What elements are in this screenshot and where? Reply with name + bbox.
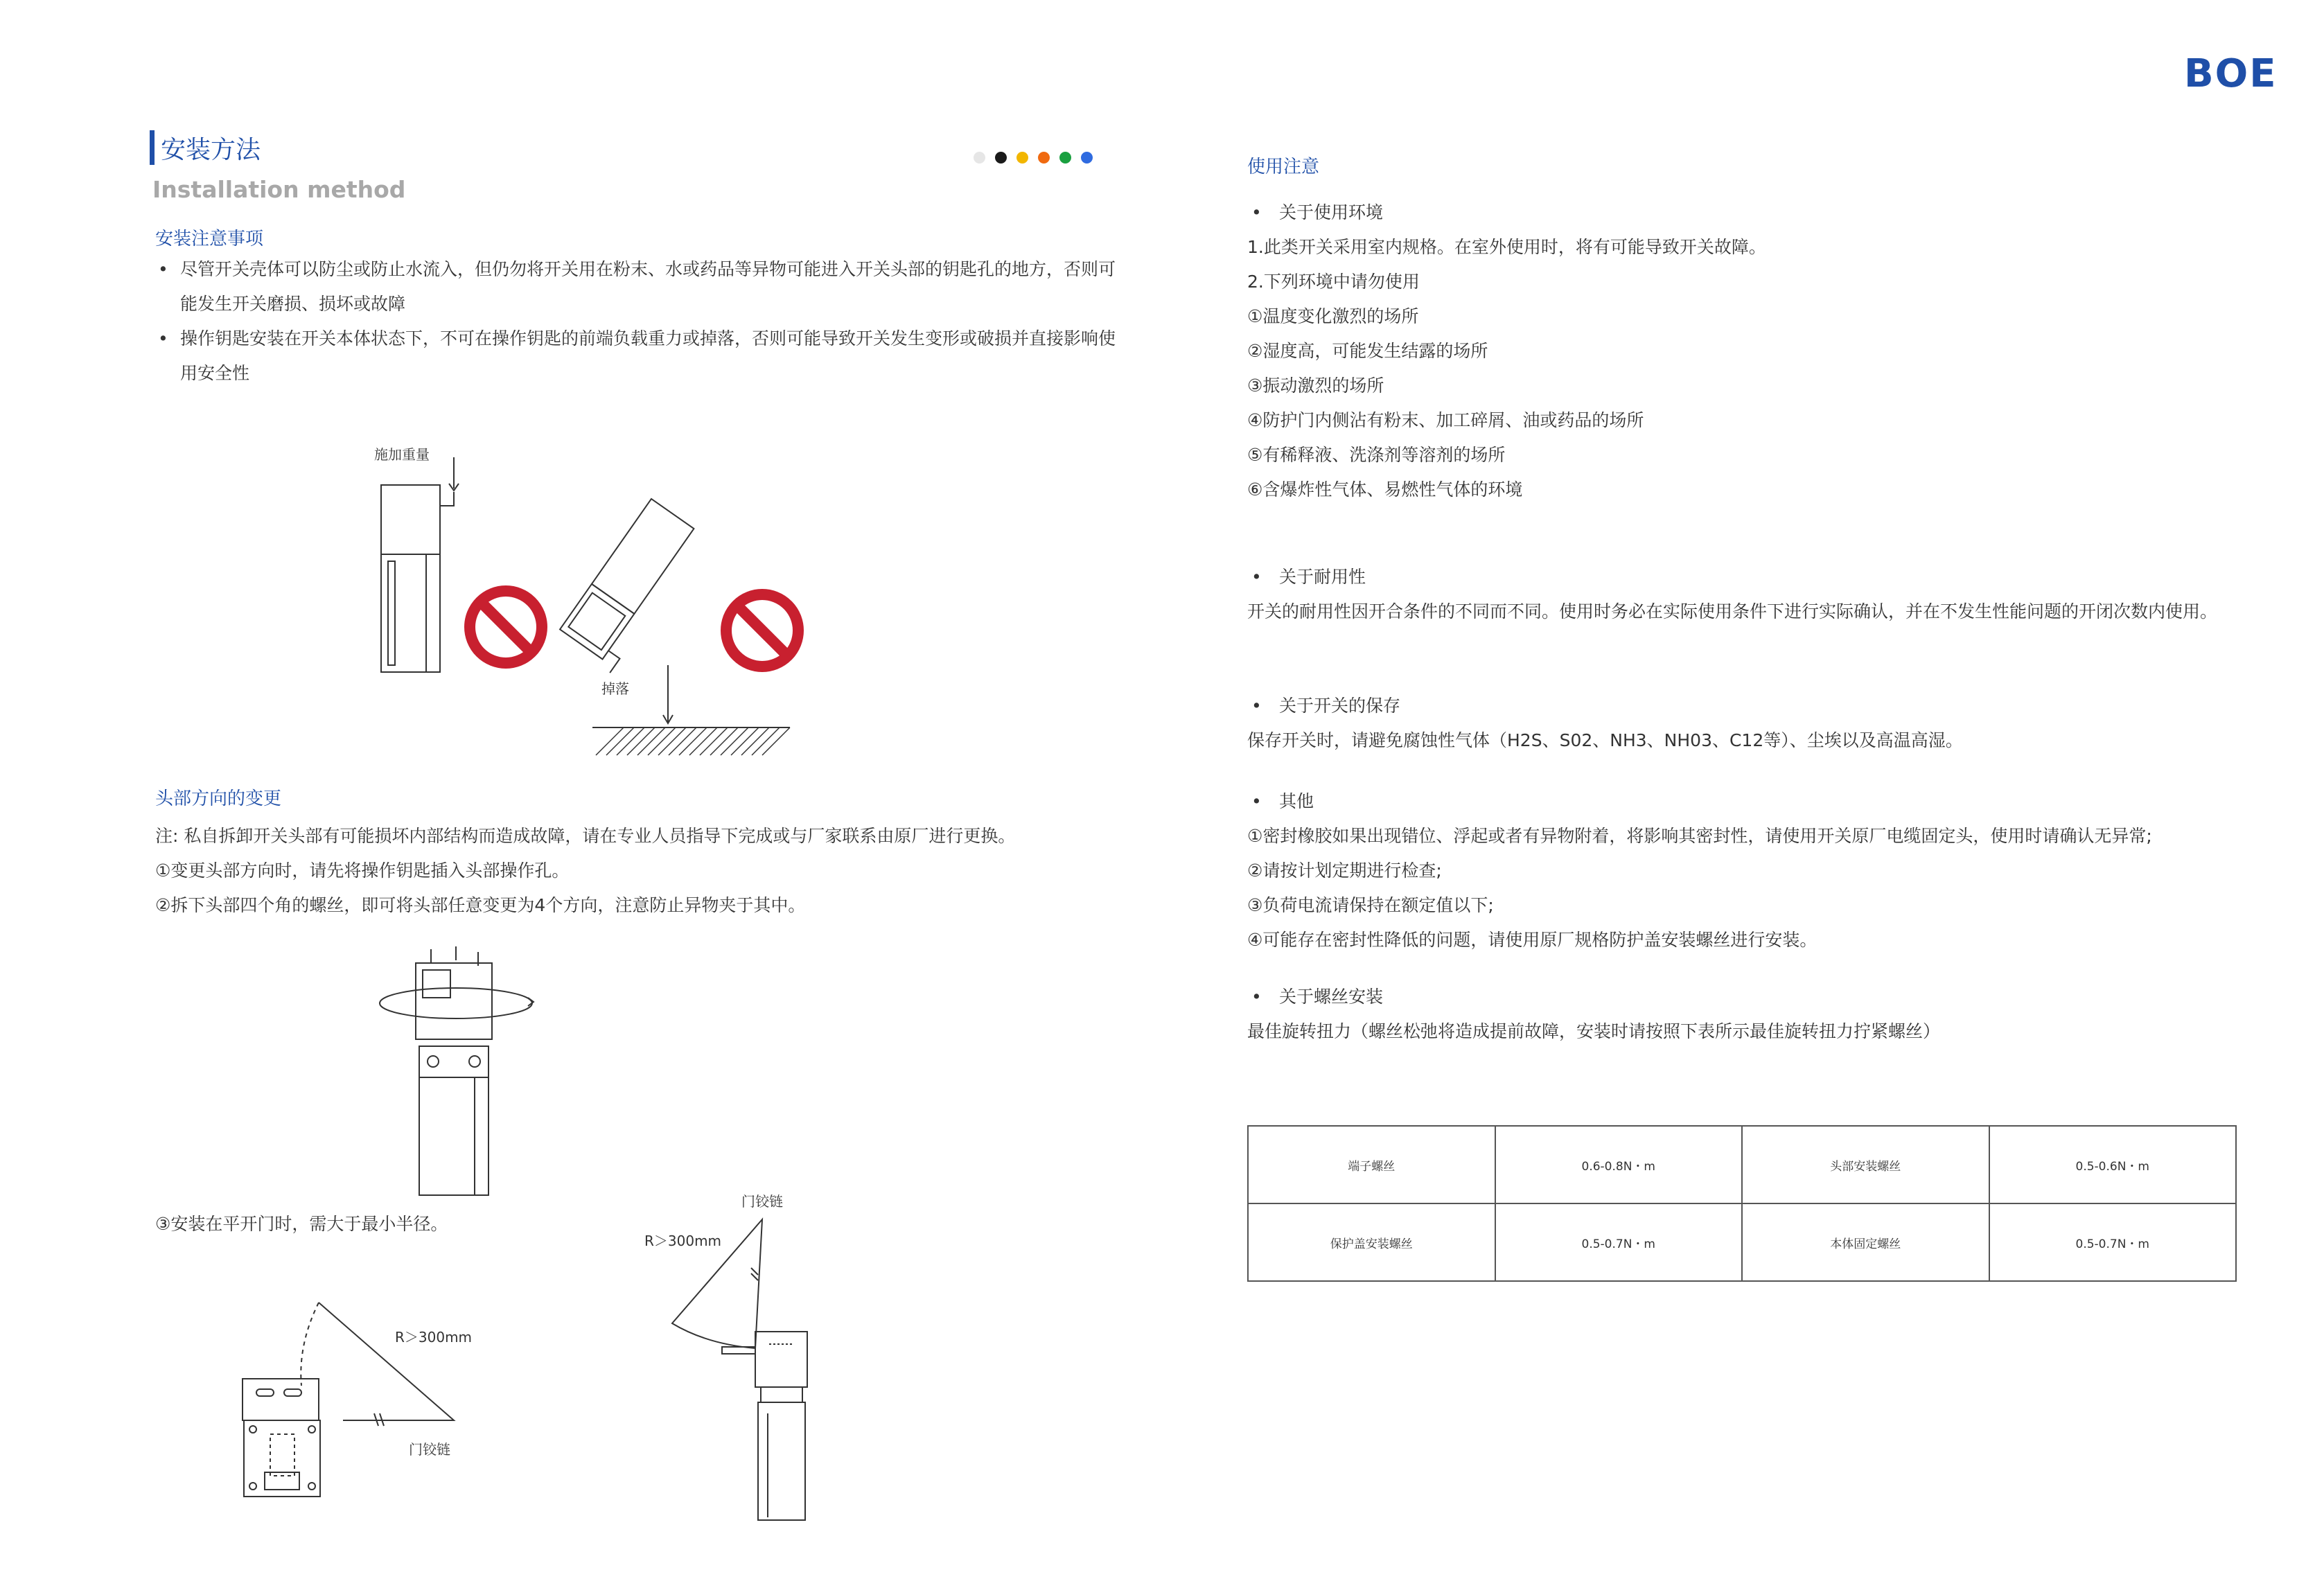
fig-label-radius-right: R＞300mm (644, 1233, 722, 1249)
torque-table (1247, 1125, 2237, 1282)
usage-heading: 使用注意 (1247, 157, 1320, 177)
usage-screw-text: 最佳旋转扭力（螺丝松弛将造成提前故障，安装时请按照下表所示最佳旋转扭力拧紧螺丝） (1247, 1021, 1941, 1041)
color-dot-6 (1081, 152, 1093, 164)
head-direction-heading: 头部方向的变更 (155, 788, 282, 809)
brand-logo-text: BOE (2184, 51, 2278, 96)
fig-label-hinge-top: 门铰链 (741, 1193, 783, 1210)
usage-other-line: ①密封橡胶如果出现错位、浮起或者有异物附着，将影响其密封性，请使用开关原厂电缆固定头，使用时请确认无异常; (1247, 826, 2152, 846)
ground-hatch (596, 727, 790, 755)
prohibit-icon (470, 591, 542, 663)
head-direction-step-2: ②拆下头部四个角的螺丝，即可将头部任意变更为4个方向，注意防止异物夹于其中。 (155, 895, 806, 915)
color-dot-4 (1038, 152, 1050, 164)
page-subtitle: Installation method (152, 176, 406, 203)
usage-environment-line: ④防护门内侧沾有粉末、加工碎屑、油或药品的场所 (1247, 410, 1644, 430)
prohibit-icon (726, 594, 798, 667)
usage-screw-title: • 关于螺丝安装 (1247, 980, 1383, 1014)
table-row (1248, 1203, 2236, 1281)
table-cell: 0.6-0.8N・m (1495, 1126, 1743, 1203)
usage-environment-line: ⑥含爆炸性气体、易燃性气体的环境 (1247, 479, 1523, 500)
page-title: 安装方法 (161, 136, 261, 164)
usage-environment-title: • 关于使用环境 (1247, 195, 1383, 230)
table-cell: 0.5-0.7N・m (1989, 1203, 2237, 1281)
head-direction-step-1: ①变更头部方向时，请先将操作钥匙插入头部操作孔。 (155, 861, 570, 881)
table-cell: 端子螺丝 (1248, 1126, 1495, 1203)
usage-other-title: • 其他 (1247, 784, 1314, 819)
table-cell: 本体固定螺丝 (1742, 1203, 1989, 1281)
install-note-item: • 尽管开关壳体可以防尘或防止水流入，但仍勿将开关用在粉末、水或药品等异物可能进入开关头部的钥匙孔的地方，否则可能发生开关磨损、损坏或故障 (155, 252, 1125, 321)
install-caution-figure (360, 457, 873, 762)
head-rotation-figure (374, 942, 540, 1199)
usage-other-line: ④可能存在密封性降低的问题，请使用原厂规格防护盖安装螺丝进行安装。 (1247, 930, 1817, 950)
color-dot-3 (1016, 152, 1028, 164)
color-dot-5 (1059, 152, 1071, 164)
fig-label-weight: 施加重量 (374, 446, 430, 463)
table-cell: 0.5-0.7N・m (1495, 1203, 1743, 1281)
usage-environment-line: ③振动激烈的场所 (1247, 376, 1384, 396)
usage-environment-line: ②湿度高，可能发生结露的场所 (1247, 341, 1488, 361)
fig-label-hinge-bottom: 门铰链 (409, 1441, 450, 1458)
usage-other-line: ②请按计划定期进行检查; (1247, 861, 1442, 881)
head-direction-note: 注: 私自拆卸开关头部有可能损坏内部结构而造成故障，请在专业人员指导下完成或与厂家联系由原厂进行更换。 (155, 826, 1016, 846)
install-note-item: • 操作钥匙安装在开关本体状态下，不可在操作钥匙的前端负载重力或掉落，否则可能导致开关发生变形或破损并直接影响使用安全性 (155, 321, 1125, 391)
usage-environment-lines (1247, 230, 1766, 507)
usage-other-line: ③负荷电流请保持在额定值以下; (1247, 895, 1494, 915)
color-dots (974, 152, 1093, 164)
switch-body-illustration (381, 457, 459, 672)
title-accent-bar (150, 130, 155, 165)
usage-environment-line: 2.下列环境中请勿使用 (1247, 272, 1420, 292)
usage-durability-title: • 关于耐用性 (1247, 560, 1366, 594)
usage-environment-line: ①温度变化激烈的场所 (1247, 306, 1419, 326)
usage-environment-line: 1.此类开关采用室内规格。在室外使用时，将有可能导致开关故障。 (1247, 237, 1766, 257)
door-radius-figure (229, 1206, 866, 1524)
head-direction-step-3: ③安装在平开门时，需大于最小半径。 (155, 1214, 448, 1234)
table-cell: 头部安装螺丝 (1742, 1126, 1989, 1203)
fig-label-radius-left: R＞300mm (395, 1329, 473, 1346)
usage-environment-line: ⑤有稀释液、洗涤剂等溶剂的场所 (1247, 445, 1506, 465)
table-cell: 0.5-0.6N・m (1989, 1126, 2237, 1203)
color-dot-1 (974, 152, 985, 164)
fig-label-drop: 掉落 (601, 680, 629, 697)
table-row (1248, 1126, 2236, 1203)
install-notes-heading: 安装注意事项 (155, 229, 264, 249)
usage-durability-text: 开关的耐用性因开合条件的不同而不同。使用时务必在实际使用条件下进行实际确认，并在不发生性能问题的开闭次数内使用。 (1247, 601, 2218, 621)
table-cell: 保护盖安装螺丝 (1248, 1203, 1495, 1281)
usage-storage-title: • 关于开关的保存 (1247, 689, 1400, 723)
install-notes-list (155, 252, 1125, 391)
falling-switch-illustration (556, 499, 705, 673)
color-dot-2 (995, 152, 1007, 164)
usage-other-lines (1247, 819, 2152, 958)
usage-storage-text: 保存开关时，请避免腐蚀性气体（H2S、S02、NH3、NH03、C12等）、尘埃以及高温高湿。 (1247, 730, 1963, 750)
brand-logo (2184, 51, 2278, 96)
